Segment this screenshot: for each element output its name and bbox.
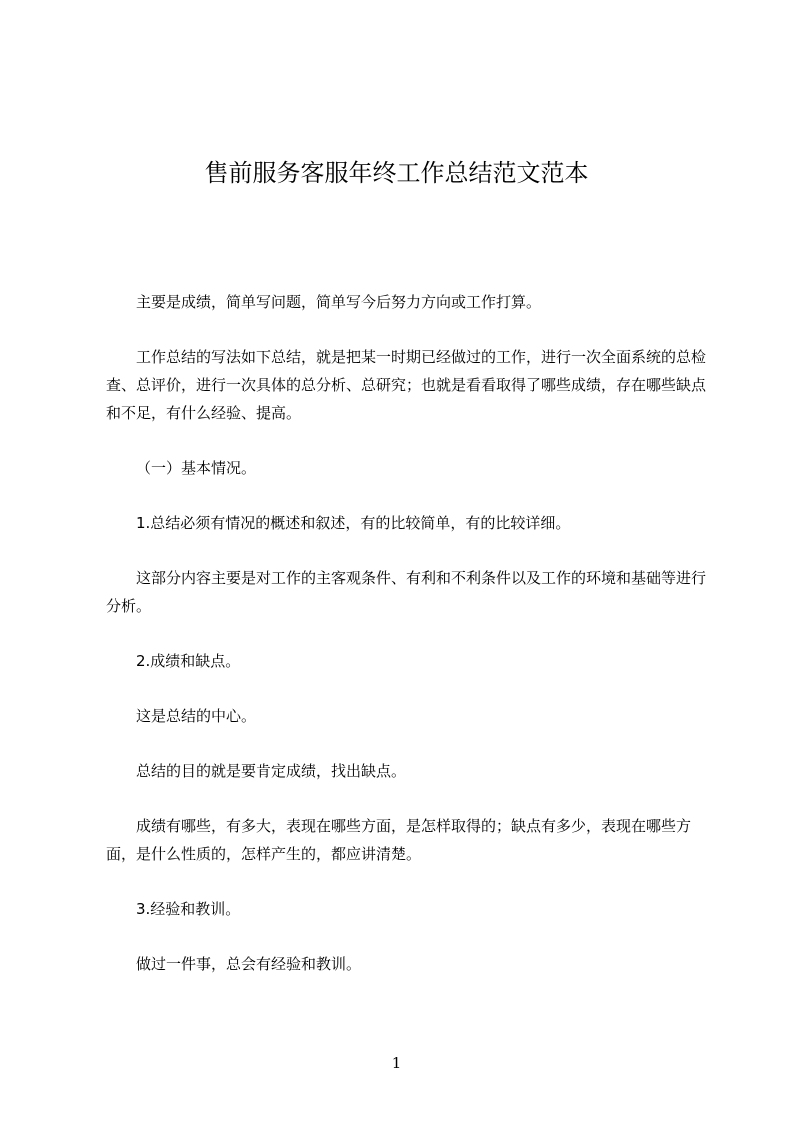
paragraph-6: 2.成绩和缺点。 bbox=[136, 652, 241, 670]
paragraph-5: 这部分内容主要是对工作的主客观条件、有利和不利条件以及工作的环境和基础等进行分析。 bbox=[106, 569, 707, 615]
page-number: 1 bbox=[391, 1054, 402, 1072]
paragraph-4: 1.总结必须有情况的概述和叙述，有的比较简单，有的比较详细。 bbox=[136, 514, 571, 532]
paragraph-9: 成绩有哪些，有多大，表现在哪些方面，是怎样取得的；缺点有多少，表现在哪些方面，是什么性质的，怎样产生的，都应讲清楚。 bbox=[106, 817, 692, 863]
paragraph-10: 3.经验和教训。 bbox=[136, 900, 241, 918]
paragraph-1: 主要是成绩，简单写问题，简单写今后努力方向或工作打算。 bbox=[136, 293, 542, 311]
paragraph-7: 这是总结的中心。 bbox=[136, 707, 257, 725]
paragraph-8: 总结的目的就是要肯定成绩，找出缺点。 bbox=[136, 762, 407, 780]
document-body bbox=[106, 288, 716, 978]
paragraph-3: （一）基本情况。 bbox=[136, 459, 257, 477]
paragraph-11: 做过一件事，总会有经验和教训。 bbox=[136, 955, 362, 973]
page-title: 售前服务客服年终工作总结范文范本 bbox=[204, 159, 589, 188]
paragraph-2: 工作总结的写法如下总结，就是把某一时期已经做过的工作，进行一次全面系统的总检查、总评价，进行一次具体的总分析、总研究；也就是看看取得了哪些成绩，存在哪些缺点和不足，有什么经验、提高。 bbox=[106, 348, 707, 422]
